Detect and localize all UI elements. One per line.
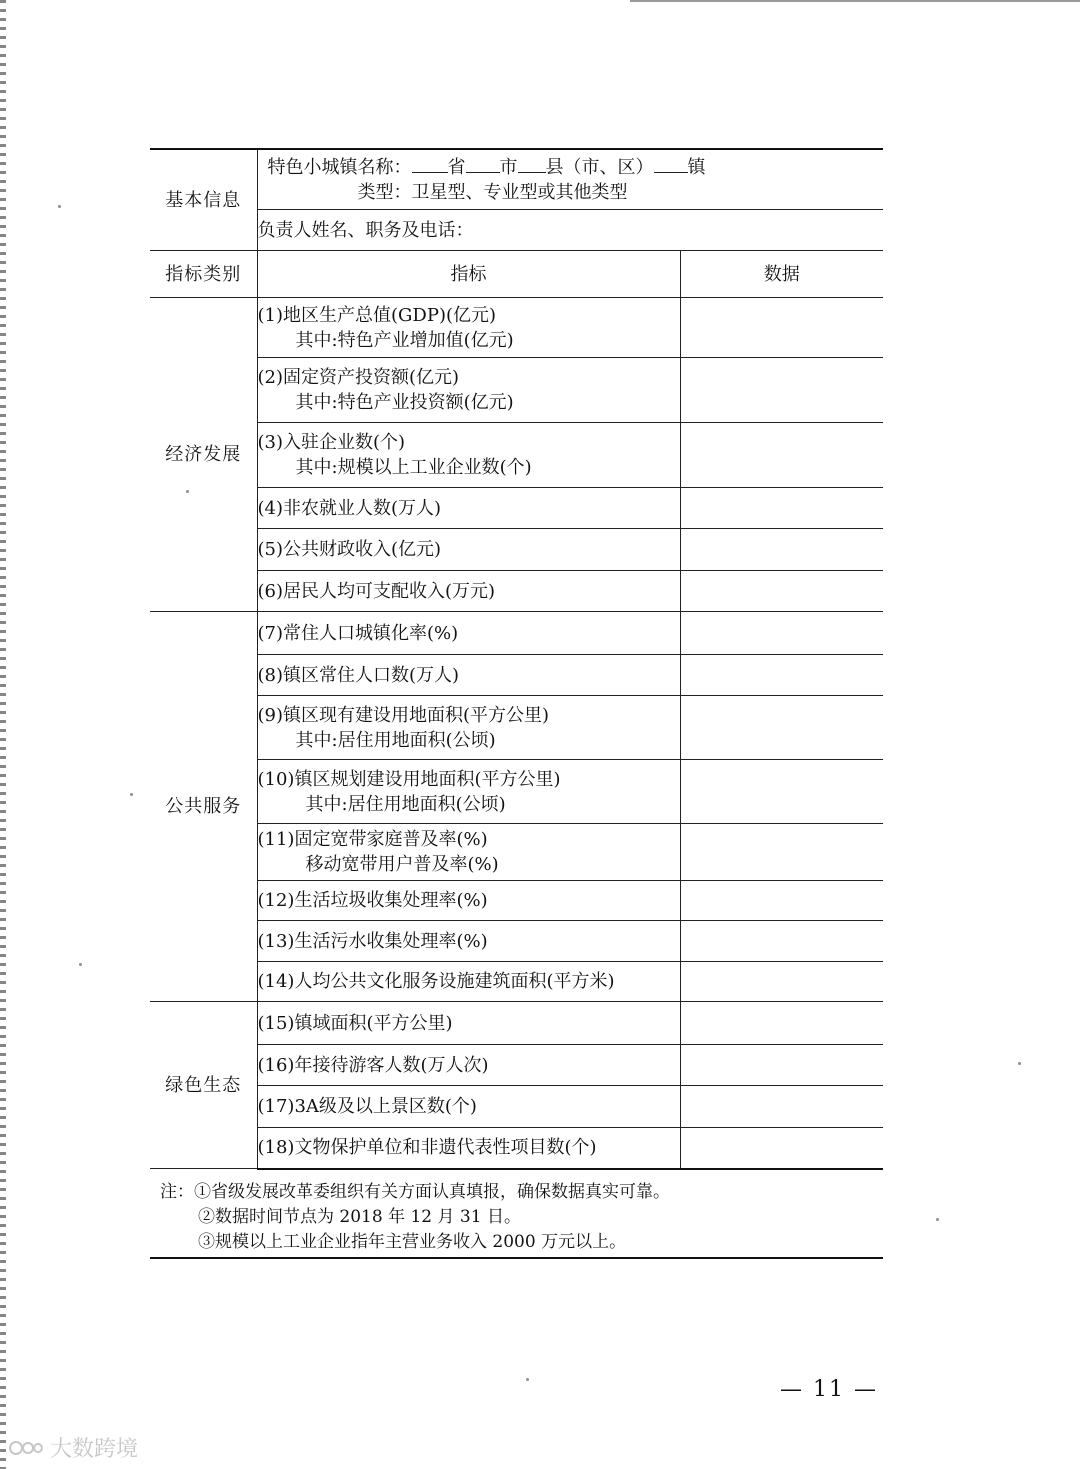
data-cell[interactable] <box>680 655 883 696</box>
note-3: ③规模以上工业企业指年主营业务收入 2000 万元以上。 <box>198 1232 627 1252</box>
data-cell[interactable] <box>680 1128 883 1169</box>
indicator-line: (11)固定宽带家庭普及率(%) <box>257 829 488 850</box>
header-row <box>150 251 883 298</box>
indicator-row <box>150 824 883 881</box>
basic-info-row <box>150 149 883 210</box>
data-cell[interactable] <box>680 488 883 529</box>
scan-speck <box>79 963 82 966</box>
indicator-line: (3)入驻企业数(个) <box>257 432 406 453</box>
town-type-line: 类型：卫星型、专业型或其他类型 <box>357 182 628 203</box>
contact-field[interactable]: 负责人姓名、职务及电话： <box>257 210 883 251</box>
data-cell[interactable] <box>680 962 883 1002</box>
scan-speck <box>186 490 189 493</box>
indicator-line: (1)地区生产总值(GDP)(亿元) <box>257 304 497 326</box>
indicator-cell: (12)生活垃圾收集处理率(%) <box>257 881 680 921</box>
indicator-cell <box>257 423 680 488</box>
city-label: 市 <box>499 157 518 178</box>
data-cell[interactable] <box>680 612 883 655</box>
category-public-service: 公共服务 <box>150 612 257 1002</box>
indicator-row <box>150 358 883 423</box>
indicator-cell: (18)文物保护单位和非遗代表性项目数(个) <box>257 1128 680 1169</box>
data-cell[interactable] <box>680 298 883 358</box>
data-cell[interactable] <box>680 1002 883 1045</box>
town-name-label: 特色小城镇名称： <box>267 157 412 178</box>
indicator-cell: (4)非农就业人数(万人) <box>257 488 680 529</box>
contact-row <box>150 210 883 251</box>
indicator-row <box>150 1045 883 1086</box>
indicator-cell <box>257 760 680 824</box>
data-cell[interactable] <box>680 529 883 571</box>
indicator-row <box>150 488 883 529</box>
indicator-cell <box>257 298 680 358</box>
data-cell[interactable] <box>680 1045 883 1086</box>
indicator-row <box>150 423 883 488</box>
indicator-cell: (16)年接待游客人数(万人次) <box>257 1045 680 1086</box>
basic-info-category: 基本信息 <box>150 149 257 251</box>
town-name-line <box>258 150 884 180</box>
indicator-line: (10)镇区规划建设用地面积(平方公里) <box>257 768 561 790</box>
indicator-cell: (6)居民人均可支配收入(万元) <box>257 571 680 612</box>
data-cell[interactable] <box>680 423 883 488</box>
indicator-row <box>150 612 883 655</box>
indicator-line: (2)固定资产投资额(亿元) <box>257 367 460 388</box>
data-cell[interactable] <box>680 824 883 881</box>
indicator-row <box>150 571 883 612</box>
page-number: — 11 — <box>780 1377 878 1402</box>
category-green-ecology: 绿色生态 <box>150 1002 257 1169</box>
indicator-cell <box>257 358 680 423</box>
indicator-cell: (7)常住人口城镇化率(%) <box>257 612 680 655</box>
town-blank[interactable] <box>654 154 688 173</box>
watermark-text: 大数跨境 <box>50 1437 139 1462</box>
indicator-row <box>150 881 883 921</box>
watermark <box>8 1432 138 1463</box>
indicator-cell <box>257 824 680 881</box>
scan-speck <box>58 205 61 208</box>
county-label: 县（市、区） <box>545 157 654 178</box>
header-category: 指标类别 <box>150 251 257 298</box>
data-cell[interactable] <box>680 881 883 921</box>
header-indicator: 指标 <box>257 251 680 298</box>
notes-bottom-rule <box>150 1257 883 1259</box>
indicator-subline: 其中:居住用地面积(公顷) <box>305 793 506 815</box>
data-cell[interactable] <box>680 921 883 962</box>
indicator-subline: 其中:特色产业投资额(亿元) <box>295 392 514 413</box>
city-blank[interactable] <box>466 154 500 173</box>
indicator-line: (9)镇区现有建设用地面积(平方公里) <box>257 704 550 726</box>
data-cell[interactable] <box>680 1086 883 1128</box>
indicator-subline: 其中:特色产业增加值(亿元) <box>295 329 514 351</box>
indicator-cell: (14)人均公共文化服务设施建筑面积(平方米) <box>257 962 680 1002</box>
indicator-row <box>150 298 883 358</box>
note-2: ②数据时间节点为 2018 年 12 月 31 日。 <box>198 1207 521 1227</box>
indicator-subline: 其中:居住用地面积(公顷) <box>295 729 496 751</box>
indicator-cell <box>257 696 680 760</box>
indicator-row <box>150 962 883 1002</box>
note-1: 注：①省级发展改革委组织有关方面认真填报，确保数据真实可靠。 <box>160 1182 670 1202</box>
indicator-subline: 其中:规模以上工业企业数(个) <box>295 457 532 478</box>
category-economic: 经济发展 <box>150 298 257 612</box>
indicator-cell: (8)镇区常住人口数(万人) <box>257 655 680 696</box>
indicator-cell: (13)生活污水收集处理率(%) <box>257 921 680 962</box>
town-label: 镇 <box>687 157 706 178</box>
indicator-cell: (17)3A级及以上景区数(个) <box>257 1086 680 1128</box>
scan-speck <box>526 1378 529 1381</box>
indicator-row <box>150 1002 883 1045</box>
indicator-row <box>150 921 883 962</box>
indicator-row <box>150 655 883 696</box>
indicator-row <box>150 1128 883 1169</box>
scan-edge-top <box>630 0 1080 2</box>
province-blank[interactable] <box>412 154 448 173</box>
header-data: 数据 <box>680 251 883 298</box>
scan-speck <box>936 1218 939 1221</box>
scan-speck <box>1018 1062 1021 1065</box>
county-blank[interactable] <box>518 154 546 173</box>
scan-edge-left <box>0 0 6 1469</box>
indicator-cell: (5)公共财政收入(亿元) <box>257 529 680 571</box>
data-cell[interactable] <box>680 760 883 824</box>
province-label: 省 <box>447 157 466 178</box>
notes-section <box>150 1180 883 1255</box>
indicator-row <box>150 529 883 571</box>
data-cell[interactable] <box>680 696 883 760</box>
data-cell[interactable] <box>680 571 883 612</box>
indicator-subline: 移动宽带用户普及率(%) <box>305 854 499 875</box>
indicator-cell: (15)镇域面积(平方公里) <box>257 1002 680 1045</box>
scan-speck <box>130 793 133 796</box>
indicator-form-table <box>150 148 883 1170</box>
indicator-row <box>150 696 883 760</box>
watermark-logo-icon <box>8 1437 44 1459</box>
indicator-row <box>150 760 883 824</box>
indicator-row <box>150 1086 883 1128</box>
data-cell[interactable] <box>680 358 883 423</box>
town-name-cell <box>257 149 883 210</box>
